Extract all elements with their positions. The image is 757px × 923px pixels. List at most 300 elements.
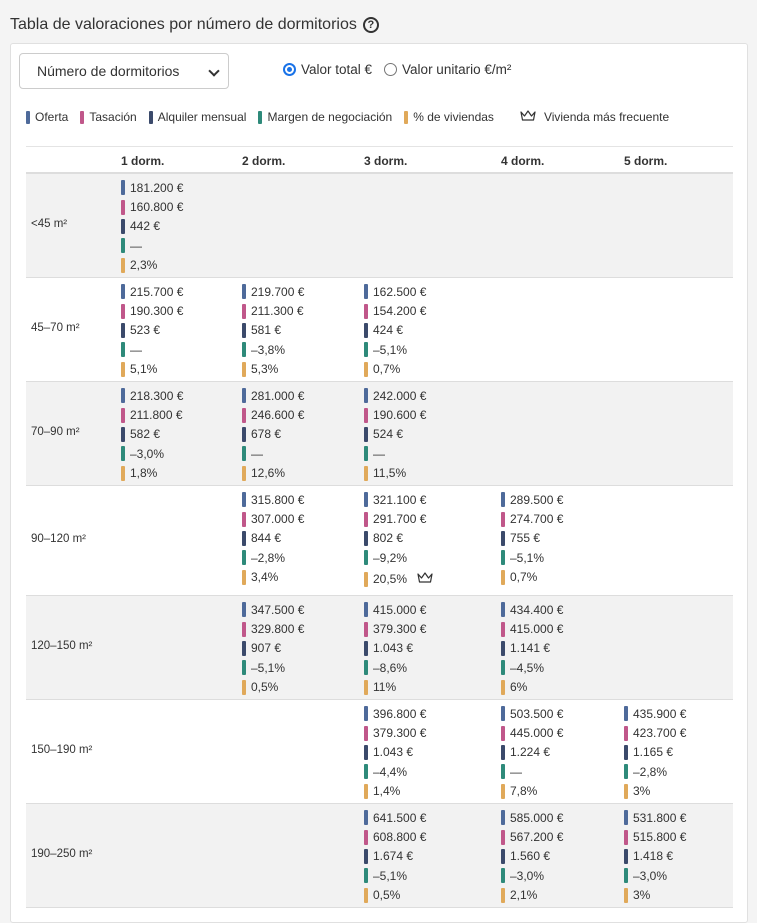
- metric-bar: [242, 570, 246, 585]
- metric-line: [121, 405, 183, 424]
- legend-item: [258, 110, 392, 124]
- metric-line: [624, 704, 686, 723]
- metric-value: 242.000 €: [373, 388, 427, 403]
- table-cell: [364, 490, 433, 591]
- metric-line: [121, 425, 183, 444]
- table-cell: [364, 704, 426, 801]
- metric-value: –3,0%: [130, 446, 165, 461]
- metric-bar: [501, 570, 505, 585]
- row-label: 120–150 m²: [31, 640, 93, 652]
- column-header: 5 dorm.: [624, 154, 668, 168]
- metric-bar: [364, 888, 368, 903]
- legend-item: [149, 110, 247, 124]
- metric-bar: [242, 602, 246, 617]
- legend-swatch: [258, 111, 262, 124]
- row-label: 150–190 m²: [31, 744, 93, 756]
- row-label: 70–90 m²: [31, 426, 80, 438]
- metric-bar: [121, 284, 125, 299]
- metric-bar: [242, 622, 246, 637]
- table-cell: [242, 600, 304, 697]
- metric-value: 5,1%: [130, 362, 158, 377]
- metric-line: [501, 509, 563, 528]
- metric-line: [501, 866, 563, 885]
- metric-bar: [501, 810, 505, 825]
- metric-value: 442 €: [130, 219, 161, 234]
- metric-bar: [242, 342, 246, 357]
- metric-value: 503.500 €: [510, 706, 564, 721]
- help-icon[interactable]: ?: [363, 17, 379, 33]
- radio-total-value[interactable]: [283, 62, 372, 77]
- column-header: 4 dorm.: [501, 154, 545, 168]
- metric-line: [364, 568, 433, 591]
- metric-bar: [364, 849, 368, 864]
- metric-line: [364, 464, 426, 483]
- value-mode-radios: [283, 62, 523, 77]
- metric-value: 0,5%: [251, 680, 279, 695]
- metric-value: 844 €: [251, 531, 282, 546]
- metric-value: 1,4%: [373, 784, 401, 799]
- metric-bar: [501, 660, 505, 675]
- metric-bar: [242, 427, 246, 442]
- metric-line: [501, 782, 563, 801]
- metric-value: 321.100 €: [373, 492, 427, 507]
- legend-label: % de viviendas: [413, 110, 494, 124]
- table-cell: [364, 386, 426, 483]
- metric-bar: [501, 602, 505, 617]
- table-cell: [364, 808, 426, 905]
- metric-line: [242, 678, 304, 697]
- metric-bar: [501, 849, 505, 864]
- valuation-card: [10, 43, 748, 923]
- metric-bar: [501, 868, 505, 883]
- legend: [26, 110, 681, 124]
- legend-item-frequent: [506, 110, 669, 124]
- metric-bar: [501, 680, 505, 695]
- metric-line: [624, 847, 686, 866]
- table-cell: [364, 600, 426, 697]
- metric-value: 1.165 €: [633, 745, 674, 760]
- metric-value: 5,3%: [251, 362, 279, 377]
- metric-value: 11%: [373, 680, 397, 695]
- metric-value: 0,7%: [373, 362, 401, 377]
- metric-bar: [364, 408, 368, 423]
- metric-line: [364, 509, 433, 528]
- metric-value: 379.300 €: [373, 622, 427, 637]
- metric-bar: [364, 512, 368, 527]
- metric-bar: [364, 830, 368, 845]
- metric-line: [364, 886, 426, 905]
- metric-bar: [364, 342, 368, 357]
- metric-bar: [242, 323, 246, 338]
- metric-bar: [364, 810, 368, 825]
- metric-bar: [242, 362, 246, 377]
- metric-line: [624, 762, 686, 781]
- metric-line: [501, 886, 563, 905]
- metric-value: 291.700 €: [373, 512, 427, 527]
- page-title-row: [10, 14, 379, 36]
- column-header: 3 dorm.: [364, 154, 408, 168]
- legend-swatch: [80, 111, 84, 124]
- metric-line: [242, 619, 304, 638]
- metric-line: [242, 425, 304, 444]
- metric-value: –9,2%: [373, 550, 408, 565]
- metric-bar: [121, 323, 125, 338]
- metric-bar: [364, 427, 368, 442]
- row-label: 190–250 m²: [31, 848, 93, 860]
- metric-bar: [364, 641, 368, 656]
- metric-bar: [624, 810, 628, 825]
- metric-value: 755 €: [510, 531, 541, 546]
- metric-value: 435.900 €: [633, 706, 687, 721]
- metric-value: –4,4%: [373, 764, 408, 779]
- legend-label: Oferta: [35, 110, 69, 124]
- row-label: <45 m²: [31, 218, 68, 230]
- metric-value: 0,7%: [510, 570, 538, 585]
- crown-icon: [520, 110, 536, 124]
- legend-swatch: [404, 111, 408, 124]
- metric-line: [501, 743, 563, 762]
- table-cell: [242, 282, 304, 379]
- metric-value: 1.043 €: [373, 641, 414, 656]
- metric-value: 445.000 €: [510, 726, 564, 741]
- metric-bar: [364, 446, 368, 461]
- metric-value: –5,1%: [373, 342, 408, 357]
- metric-bar: [364, 868, 368, 883]
- metric-bar: [242, 680, 246, 695]
- column-header: 1 dorm.: [121, 154, 165, 168]
- metric-bar: [501, 550, 505, 565]
- metric-value: 2,1%: [510, 888, 538, 903]
- metric-value: 274.700 €: [510, 512, 564, 527]
- metric-value: 160.800 €: [130, 200, 184, 215]
- metric-value: 678 €: [251, 427, 282, 442]
- metric-line: [624, 827, 686, 846]
- metric-bar: [121, 180, 125, 195]
- metric-value: 531.800 €: [633, 810, 687, 825]
- table-cell: [501, 600, 563, 697]
- metric-line: [501, 658, 563, 677]
- metric-value: —: [130, 238, 142, 253]
- metric-line: [242, 490, 304, 509]
- metric-value: —: [251, 446, 263, 461]
- metric-line: [242, 464, 304, 483]
- metric-line: [121, 340, 183, 359]
- metric-bar: [624, 849, 628, 864]
- metric-value: 211.300 €: [251, 304, 304, 319]
- metric-line: [364, 723, 426, 742]
- metric-bar: [501, 830, 505, 845]
- metric-bar: [501, 726, 505, 741]
- grouping-select-value: Número de dormitorios: [37, 63, 180, 79]
- metric-value: 396.800 €: [373, 706, 427, 721]
- grouping-select[interactable]: [19, 53, 229, 89]
- metric-bar: [121, 408, 125, 423]
- legend-item: [26, 110, 68, 124]
- metric-bar: [364, 784, 368, 799]
- metric-bar: [242, 466, 246, 481]
- metric-bar: [364, 362, 368, 377]
- metric-line: [501, 704, 563, 723]
- legend-item: [404, 110, 494, 124]
- metric-line: [364, 827, 426, 846]
- metric-value: 3%: [633, 888, 651, 903]
- table-body: [26, 174, 733, 908]
- table-row: [26, 486, 733, 596]
- metric-line: [501, 827, 563, 846]
- metric-line: [501, 490, 563, 509]
- metric-bar: [364, 304, 368, 319]
- metric-bar: [624, 784, 628, 799]
- metric-value: 347.500 €: [251, 602, 305, 617]
- metric-line: [364, 321, 426, 340]
- metric-line: [242, 282, 304, 301]
- metric-line: [501, 568, 563, 587]
- table-row: [26, 382, 733, 486]
- metric-value: 20,5%: [373, 572, 408, 587]
- metric-value: 585.000 €: [510, 810, 564, 825]
- table-header: [26, 146, 733, 174]
- metric-value: 307.000 €: [251, 512, 305, 527]
- radio-label: Valor total €: [301, 62, 373, 77]
- metric-bar: [121, 342, 125, 357]
- metric-value: 218.300 €: [130, 388, 184, 403]
- metric-bar: [364, 388, 368, 403]
- radio-label: Valor unitario €/m²: [402, 62, 512, 77]
- chevron-down-icon: [208, 65, 219, 76]
- table-row: [26, 700, 733, 804]
- metric-value: 190.300 €: [130, 304, 184, 319]
- metric-line: [242, 360, 304, 379]
- radio-indicator[interactable]: [384, 63, 397, 76]
- metric-bar: [501, 745, 505, 760]
- metric-line: [364, 600, 426, 619]
- table-cell: [624, 808, 686, 905]
- legend-label: Alquiler mensual: [157, 110, 247, 124]
- metric-line: [364, 425, 426, 444]
- metric-line: [364, 866, 426, 885]
- metric-bar: [121, 427, 125, 442]
- metric-value: 1.418 €: [633, 849, 674, 864]
- metric-value: 424 €: [373, 323, 404, 338]
- metric-bar: [501, 706, 505, 721]
- metric-value: 2,3%: [130, 258, 158, 273]
- metric-bar: [242, 660, 246, 675]
- metric-bar: [364, 466, 368, 481]
- table-cell: [624, 704, 686, 801]
- metric-bar: [501, 512, 505, 527]
- metric-line: [364, 386, 426, 405]
- metric-value: –4,5%: [510, 660, 545, 675]
- metric-bar: [242, 446, 246, 461]
- metric-value: 3%: [633, 784, 651, 799]
- metric-line: [501, 639, 563, 658]
- metric-value: 315.800 €: [251, 492, 305, 507]
- legend-swatch: [149, 111, 153, 124]
- metric-value: 12,6%: [251, 466, 286, 481]
- metric-bar: [364, 726, 368, 741]
- metric-bar: [242, 492, 246, 507]
- metric-value: —: [130, 342, 142, 357]
- metric-bar: [364, 550, 368, 565]
- radio-unit-value[interactable]: [384, 62, 511, 77]
- metric-bar: [501, 492, 505, 507]
- metric-bar: [501, 764, 505, 779]
- metric-bar: [364, 660, 368, 675]
- metric-line: [364, 548, 433, 567]
- metric-bar: [364, 622, 368, 637]
- metric-value: 289.500 €: [510, 492, 564, 507]
- metric-line: [242, 548, 304, 567]
- metric-line: [242, 509, 304, 528]
- metric-value: –3,8%: [251, 342, 286, 357]
- table-cell: [242, 386, 304, 483]
- metric-value: 524 €: [373, 427, 404, 442]
- metric-value: 7,8%: [510, 784, 538, 799]
- table-row: [26, 596, 733, 700]
- metric-bar: [121, 258, 125, 273]
- metric-value: 567.200 €: [510, 830, 564, 845]
- column-header: 2 dorm.: [242, 154, 286, 168]
- metric-bar: [364, 764, 368, 779]
- metric-line: [121, 386, 183, 405]
- metric-line: [501, 723, 563, 742]
- legend-item: [80, 110, 136, 124]
- metric-value: 281.000 €: [251, 388, 305, 403]
- valuation-table: [26, 146, 733, 908]
- metric-bar: [364, 492, 368, 507]
- metric-bar: [624, 764, 628, 779]
- metric-line: [121, 321, 183, 340]
- metric-bar: [364, 602, 368, 617]
- table-cell: [364, 282, 426, 379]
- metric-value: 1.141 €: [510, 641, 551, 656]
- metric-bar: [501, 531, 505, 546]
- metric-line: [242, 600, 304, 619]
- metric-line: [121, 236, 183, 255]
- metric-value: 1.043 €: [373, 745, 414, 760]
- table-cell: [242, 490, 304, 587]
- metric-value: 6%: [510, 680, 528, 695]
- table-row: [26, 804, 733, 908]
- metric-line: [242, 658, 304, 677]
- metric-bar: [501, 622, 505, 637]
- metric-line: [364, 639, 426, 658]
- metric-line: [121, 178, 183, 197]
- metric-value: 1.674 €: [373, 849, 414, 864]
- metric-bar: [121, 304, 125, 319]
- metric-value: 3,4%: [251, 570, 279, 585]
- metric-value: 907 €: [251, 641, 282, 656]
- metric-bar: [242, 512, 246, 527]
- metric-line: [364, 340, 426, 359]
- metric-bar: [364, 572, 368, 587]
- table-cell: [121, 282, 183, 379]
- metric-line: [121, 282, 183, 301]
- metric-line: [364, 282, 426, 301]
- radio-indicator[interactable]: [283, 63, 296, 76]
- metric-bar: [242, 641, 246, 656]
- metric-value: 162.500 €: [373, 284, 427, 299]
- metric-value: –3,0%: [633, 868, 668, 883]
- metric-line: [501, 762, 563, 781]
- metric-line: [121, 256, 183, 275]
- metric-line: [364, 762, 426, 781]
- metric-value: 246.600 €: [251, 408, 305, 423]
- metric-line: [242, 568, 304, 587]
- metric-line: [624, 723, 686, 742]
- metric-value: —: [510, 764, 522, 779]
- metric-value: –5,1%: [373, 868, 408, 883]
- metric-bar: [242, 408, 246, 423]
- metric-line: [501, 529, 563, 548]
- metric-line: [364, 743, 426, 762]
- metric-bar: [501, 784, 505, 799]
- metric-value: 1.224 €: [510, 745, 551, 760]
- metric-bar: [242, 388, 246, 403]
- metric-line: [364, 444, 426, 463]
- legend-label: Vivienda más frecuente: [543, 110, 670, 124]
- table-cell: [501, 490, 563, 587]
- table-cell: [121, 178, 183, 275]
- metric-line: [121, 444, 183, 463]
- metric-line: [501, 678, 563, 697]
- metric-value: 215.700 €: [130, 284, 184, 299]
- table-cell: [501, 808, 563, 905]
- metric-line: [501, 847, 563, 866]
- metric-bar: [364, 745, 368, 760]
- metric-bar: [624, 726, 628, 741]
- metric-bar: [624, 888, 628, 903]
- metric-line: [364, 704, 426, 723]
- metric-bar: [121, 219, 125, 234]
- metric-line: [242, 444, 304, 463]
- metric-line: [121, 217, 183, 236]
- legend-label: Tasación: [89, 110, 137, 124]
- legend-swatch: [26, 111, 30, 124]
- metric-value: 0,5%: [373, 888, 401, 903]
- metric-line: [242, 386, 304, 405]
- metric-value: 154.200 €: [373, 304, 427, 319]
- metric-bar: [624, 745, 628, 760]
- metric-bar: [364, 323, 368, 338]
- crown-icon: [417, 572, 433, 586]
- metric-line: [364, 529, 433, 548]
- metric-line: [364, 405, 426, 424]
- metric-value: –8,6%: [373, 660, 408, 675]
- metric-bar: [121, 238, 125, 253]
- metric-value: 329.800 €: [251, 622, 305, 637]
- metric-line: [364, 678, 426, 697]
- metric-value: 181.200 €: [130, 180, 184, 195]
- metric-bar: [501, 641, 505, 656]
- table-row: [26, 174, 733, 278]
- legend-label: Margen de negociación: [267, 110, 393, 124]
- metric-line: [242, 301, 304, 320]
- metric-line: [242, 529, 304, 548]
- metric-value: 190.600 €: [373, 408, 427, 423]
- metric-line: [501, 548, 563, 567]
- metric-line: [624, 886, 686, 905]
- metric-bar: [242, 304, 246, 319]
- metric-value: 523 €: [130, 323, 161, 338]
- metric-value: 515.800 €: [633, 830, 687, 845]
- metric-value: 11,5%: [373, 466, 407, 481]
- table-cell: [121, 386, 183, 483]
- metric-bar: [121, 388, 125, 403]
- metric-bar: [364, 680, 368, 695]
- row-label: 90–120 m²: [31, 533, 86, 545]
- row-label: 45–70 m²: [31, 322, 80, 334]
